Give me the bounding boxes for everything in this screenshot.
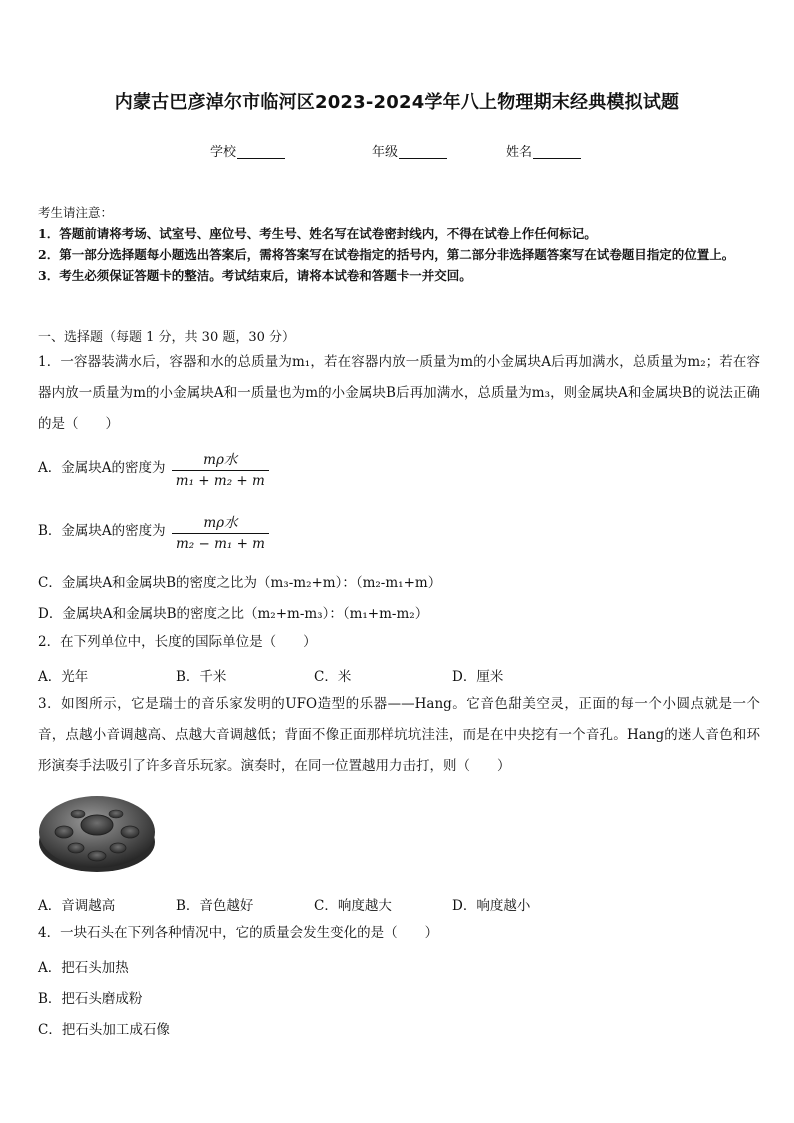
option-b-fraction: [172, 511, 269, 552]
question-4-option-b[interactable]: B．把石头磨成粉: [38, 991, 143, 1007]
grade-field: [372, 141, 447, 160]
question-2-option-d[interactable]: D．厘米: [452, 669, 504, 685]
question-1-option-c[interactable]: C．金属块A和金属块B的密度之比为（m₃-m₂+m）：（m₂-m₁+m）: [38, 575, 442, 591]
question-3-option-d[interactable]: D．响度越小: [452, 898, 531, 914]
question-3-option-b[interactable]: B．音色越好: [176, 898, 254, 914]
grade-label: 年级: [372, 145, 399, 160]
option-b-denominator: m₂ − m₁ + m: [172, 533, 269, 552]
question-1-option-d[interactable]: D．金属块A和金属块B的密度之比（m₂+m-m₃）：（m₁+m-m₂）: [38, 606, 429, 622]
page-title: 内蒙古巴彦淖尔市临河区2023-2024学年八上物理期末经典模拟试题: [114, 92, 680, 113]
notice-item-2: 2．第一部分选择题每小题选出答案后，需将答案写在试卷指定的括号内，第二部分非选择题答案写在试卷题目指定的位置上。: [38, 247, 735, 262]
question-2-option-b[interactable]: B．千米: [176, 669, 227, 685]
question-1-stem: 1．一容器装满水后，容器和水的总质量为m₁，若在容器内放一质量为m的小金属块A后再加满水，总质量为m₂；若在容器内放一质量为m的小金属块A和一质量也为m的小金属块B后再加满水，总质量为m₃，则金属块A和金属块B的说法正确的是（ ）: [38, 354, 760, 432]
school-field: [210, 141, 285, 160]
question-1-option-a[interactable]: [38, 448, 269, 489]
question-3-stem: 3．如图所示，它是瑞士的音乐家发明的UFO造型的乐器——Hang。它音色甜美空灵，正面的每一个小圆点就是一个音，点越小音调越高、点越大音调越低；背面不像正面那样坑坑洼洼，而是在中央挖有一个音孔。Hang的迷人音色和环形演奏手法吸引了许多音乐玩家。演奏时，在同一位置越用力击打，则（ ）: [38, 696, 760, 774]
question-4-option-a[interactable]: A．把石头加热: [38, 960, 129, 976]
question-2-stem: 2．在下列单位中，长度的国际单位是（ ）: [38, 634, 317, 650]
option-a-text: A．金属块A的密度为: [38, 460, 166, 476]
school-label: 学校: [210, 145, 237, 160]
option-b-numerator: mρ水: [203, 515, 238, 531]
question-4-stem: 4．一块石头在下列各种情况中，它的质量会发生变化的是（ ）: [38, 925, 439, 941]
option-a-denominator: m₁ + m₂ + m: [172, 470, 269, 489]
question-4-option-c[interactable]: C．把石头加工成石像: [38, 1022, 170, 1038]
section-heading: 一、选择题（每题 1 分，共 30 题，30 分）: [38, 330, 296, 345]
notice-block: [38, 202, 758, 286]
question-3-option-a[interactable]: A．音调越高: [38, 898, 116, 914]
question-2-option-c[interactable]: C．米: [314, 669, 352, 685]
option-a-fraction: [172, 448, 269, 489]
notice-heading: 考生请注意：: [38, 205, 114, 220]
name-blank[interactable]: [533, 144, 581, 159]
school-blank[interactable]: [237, 144, 285, 159]
name-field: [506, 141, 581, 160]
name-label: 姓名: [506, 145, 533, 160]
hang-drum-image: [38, 792, 156, 874]
option-a-numerator: mρ水: [203, 452, 238, 468]
option-b-text: B．金属块A的密度为: [38, 523, 166, 539]
notice-item-1: 1．答题前请将考场、试室号、座位号、考生号、姓名写在试卷密封线内，不得在试卷上作任何标记。: [38, 226, 597, 241]
notice-item-3: 3．考生必须保证答题卡的整洁。考试结束后，请将本试卷和答题卡一并交回。: [38, 268, 472, 283]
grade-blank[interactable]: [399, 144, 447, 159]
question-3-option-c[interactable]: C．响度越大: [314, 898, 392, 914]
question-2-option-a[interactable]: A．光年: [38, 669, 89, 685]
question-1-option-b[interactable]: [38, 511, 269, 552]
